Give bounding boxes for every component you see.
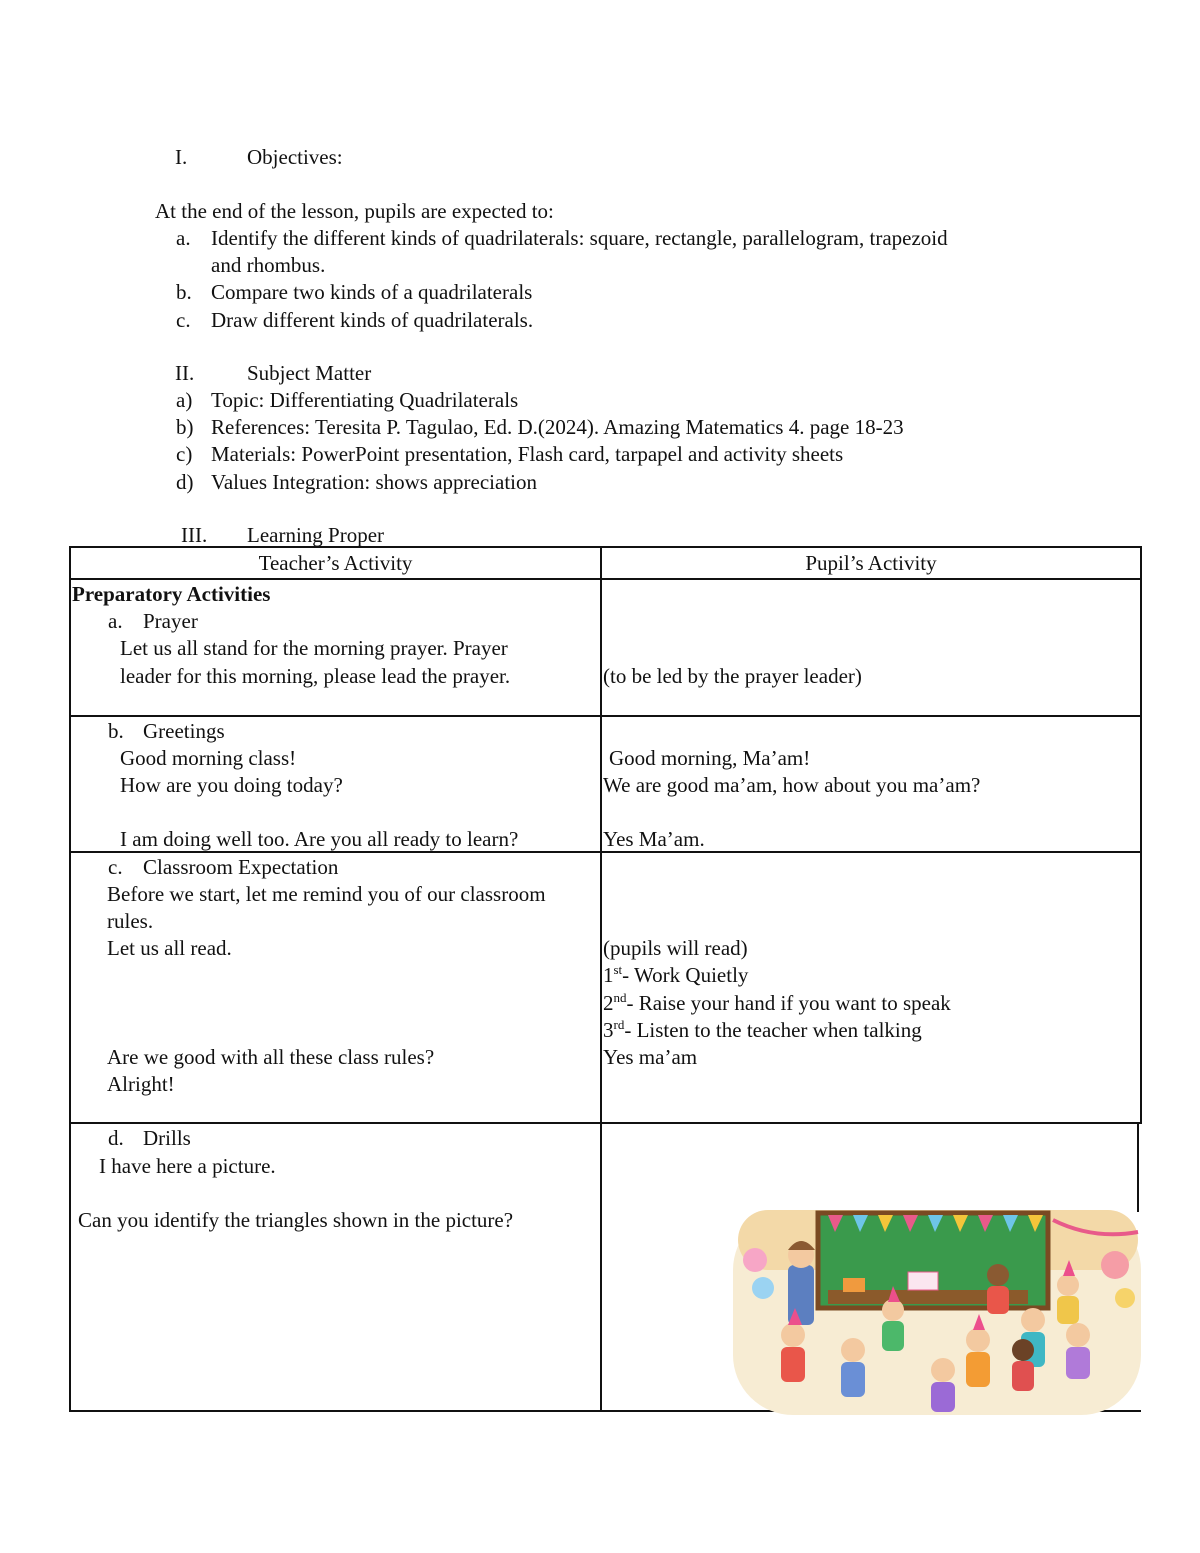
pupil-cell — [601, 852, 1141, 1123]
list-marker: d) — [176, 470, 194, 494]
teacher-line: Good morning class! — [120, 746, 297, 770]
teacher-line: Alright! — [107, 1072, 175, 1096]
table-row — [70, 852, 1141, 1123]
pupil-line: Yes ma’am — [603, 1045, 698, 1069]
preparatory-title: Preparatory Activities — [72, 582, 271, 606]
teacher-line: rules. — [107, 909, 154, 933]
subject-item: Values Integration: shows appreciation — [211, 470, 537, 494]
list-marker: c) — [176, 442, 193, 466]
list-marker: a. — [176, 226, 191, 250]
objective-item: Identify the different kinds of quadrilaterals: square, rectangle, parallelogram, trapezoid — [211, 226, 948, 250]
pupil-activity-header: Pupil’s Activity — [601, 547, 1141, 579]
teacher-line: I have here a picture. — [99, 1154, 276, 1178]
table-border-fragment — [1137, 1122, 1139, 1212]
list-marker: a) — [176, 388, 193, 412]
list-marker: b) — [176, 415, 194, 439]
subject-item: References: Teresita P. Tagulao, Ed. D.(2024). Amazing Matematics 4. page 18-23 — [211, 415, 904, 439]
list-marker: b. — [176, 280, 192, 304]
list-marker: b. — [108, 719, 124, 743]
activity-label: Classroom Expectation — [143, 855, 339, 879]
teacher-cell — [70, 579, 601, 716]
teacher-line: Let us all read. — [107, 936, 232, 960]
teacher-line: Let us all stand for the morning prayer. Prayer — [120, 636, 508, 660]
pupil-line: Good morning, Ma’am! — [609, 746, 811, 770]
pupil-line: Yes Ma’am. — [603, 827, 705, 851]
classroom-party-illustration — [733, 1210, 1141, 1415]
activity-label: Prayer — [143, 609, 198, 633]
section-heading: Subject Matter — [247, 361, 372, 385]
rule-item: 2nd- Raise your hand if you want to speak — [603, 990, 951, 1015]
teacher-cell — [70, 1123, 601, 1411]
teacher-line: Before we start, let me remind you of our classroom — [107, 882, 546, 906]
list-marker: a. — [108, 609, 123, 633]
activity-label: Drills — [143, 1126, 191, 1150]
pupil-line: (to be led by the prayer leader) — [603, 664, 862, 688]
section-numeral: II. — [175, 361, 195, 385]
objective-item: Draw different kinds of quadrilaterals. — [211, 308, 534, 332]
table-row — [70, 579, 1141, 716]
teacher-activity-header: Teacher’s Activity — [70, 547, 601, 579]
list-marker: d. — [108, 1126, 124, 1150]
pupil-cell — [601, 579, 1141, 716]
section-numeral: I. — [175, 145, 188, 169]
list-marker: c. — [108, 855, 123, 879]
objective-item: Compare two kinds of a quadrilaterals — [211, 280, 533, 304]
pupil-line: (pupils will read) — [603, 936, 748, 960]
rule-item: 3rd- Listen to the teacher when talking — [603, 1017, 922, 1042]
section-heading: Objectives: — [247, 145, 343, 169]
section-heading: Learning Proper — [247, 523, 385, 547]
list-marker: c. — [176, 308, 191, 332]
teacher-line: I am doing well too. Are you all ready to learn? — [120, 827, 519, 851]
teacher-cell — [70, 852, 601, 1123]
subject-item: Materials: PowerPoint presentation, Flash card, tarpapel and activity sheets — [211, 442, 844, 466]
activity-label: Greetings — [143, 719, 225, 743]
objectives-intro: At the end of the lesson, pupils are expected to: — [155, 199, 554, 223]
table-row — [70, 716, 1141, 852]
section-numeral: III. — [181, 523, 208, 547]
teacher-line: How are you doing today? — [120, 773, 343, 797]
pupil-line: We are good ma’am, how about you ma’am? — [603, 773, 981, 797]
pupil-cell — [601, 716, 1141, 852]
teacher-line: leader for this morning, please lead the prayer. — [120, 664, 511, 688]
subject-item: Topic: Differentiating Quadrilaterals — [211, 388, 519, 412]
rule-item: 1st- Work Quietly — [603, 962, 749, 987]
teacher-line: Are we good with all these class rules? — [107, 1045, 435, 1069]
table-header-row — [70, 547, 1141, 579]
objective-item-continued: and rhombus. — [211, 253, 326, 277]
teacher-line: Can you identify the triangles shown in the picture? — [78, 1208, 514, 1232]
teacher-cell — [70, 716, 601, 852]
